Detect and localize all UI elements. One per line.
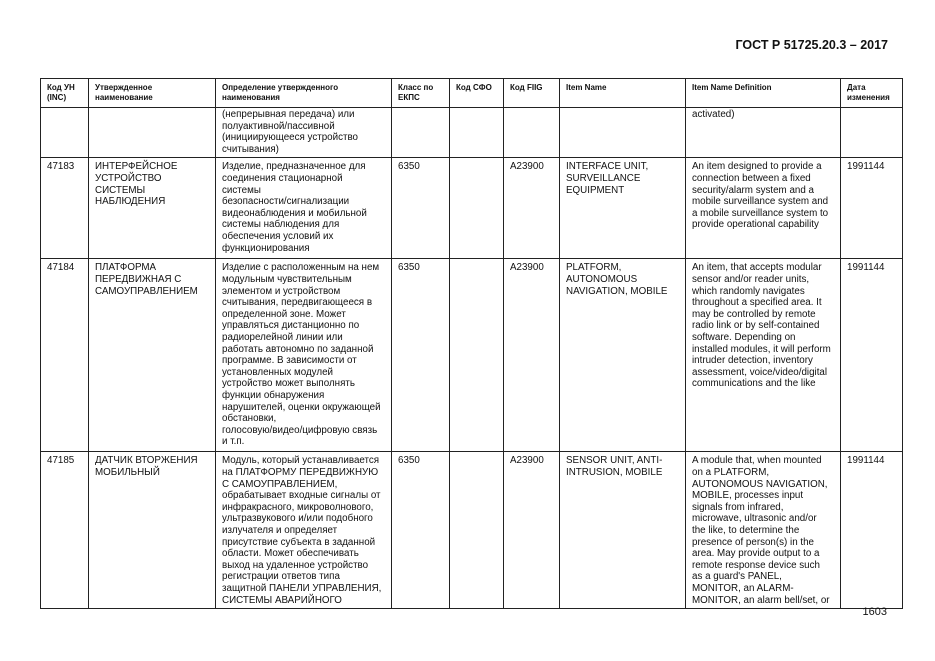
cell-ekps-class: 6350 — [392, 259, 450, 452]
document-standard-title: ГОСТ Р 51725.20.3 – 2017 — [735, 38, 888, 52]
cell-item-name-definition: A module that, when mounted on a PLATFORM, AUTONOMOUS NAVIGATION, MOBILE, processes input signals from infrared, microwave, ultrasonic and/or the like, to determine the presence of person(s) in the area. May provide output to a remote response device such as a guard's PANEL, MONITOR, an ALARM- MONITOR, an alarm bell/set, or — [686, 452, 841, 609]
classification-table — [40, 78, 903, 609]
col-header-item-name: Item Name — [560, 79, 686, 108]
cell-fiig-code — [504, 108, 560, 158]
cell-sfo-code — [450, 259, 504, 452]
cell-ekps-class: 6350 — [392, 452, 450, 609]
table-row — [41, 108, 903, 158]
cell-inc — [41, 108, 89, 158]
cell-item-name: INTERFACE UNIT, SURVEILLANCE EQUIPMENT — [560, 158, 686, 259]
cell-sfo-code — [450, 108, 504, 158]
cell-item-name-definition: An item designed to provide a connection between a fixed security/alarm system and a mobile surveillance system and a mobile surveillance system to provide operational capability — [686, 158, 841, 259]
col-header-ekps-class: Класс по ЕКПС — [392, 79, 450, 108]
col-header-fiig-code: Код FIIG — [504, 79, 560, 108]
cell-definition: Изделие с расположенным на нем модульным чувствительным элементом и устройством считывания, передвигающееся в определенной зоне. Может управляться дистанционно по радиорелейной линии или работать автономно по заданной программе. В зависимости от установленных модулей устройство может выполнять функции обнаружения нарушителей, оценки окружающей обстановки, голосовую/видео/цифровую связь и т.п. — [216, 259, 392, 452]
table-row — [41, 259, 903, 452]
col-header-approved-name: Утвержденное наименование — [89, 79, 216, 108]
cell-approved-name: ПЛАТФОРМА ПЕРЕДВИЖНАЯ С САМОУПРАВЛЕНИЕМ — [89, 259, 216, 452]
cell-sfo-code — [450, 452, 504, 609]
cell-fiig-code: A23900 — [504, 452, 560, 609]
cell-inc: 47183 — [41, 158, 89, 259]
cell-definition: (непрерывная передача) или полуактивной/пассивной (инициирующееся устройство считывания) — [216, 108, 392, 158]
cell-sfo-code — [450, 158, 504, 259]
cell-item-name: SENSOR UNIT, ANTI- INTRUSION, MOBILE — [560, 452, 686, 609]
cell-approved-name: ИНТЕРФЕЙСНОЕ УСТРОЙСТВО СИСТЕМЫ НАБЛЮДЕНИЯ — [89, 158, 216, 259]
cell-fiig-code: A23900 — [504, 259, 560, 452]
col-header-item-name-definition: Item Name Definition — [686, 79, 841, 108]
col-header-inc: Код УН (INC) — [41, 79, 89, 108]
cell-item-name-definition: activated) — [686, 108, 841, 158]
cell-definition: Изделие, предназначенное для соединения стационарной системы безопасности/сигнализации видеонаблюдения и мобильной системы наблюдения для обеспечения условий их функционирования — [216, 158, 392, 259]
col-header-date-changed: Дата изменения — [841, 79, 903, 108]
col-header-sfo-code: Код СФО — [450, 79, 504, 108]
col-header-definition: Определение утвержденного наименования — [216, 79, 392, 108]
cell-inc: 47184 — [41, 259, 89, 452]
cell-ekps-class — [392, 108, 450, 158]
cell-date-changed: 1991144 — [841, 158, 903, 259]
cell-definition: Модуль, который устанавливается на ПЛАТФОРМУ ПЕРЕДВИЖНУЮ С САМОУПРАВЛЕНИЕМ, обрабатывает входные сигналы от инфракрасного, микроволнового, ультразвукового и/или подобного излучателя и определяет присутствие субъекта в заданной области. Может обеспечивать выход на удаленное устройство регистрации ответов типа защитной ПАНЕЛИ УПРАВЛЕНИЯ, СИСТЕМЫ АВАРИЙНОГО — [216, 452, 392, 609]
cell-date-changed: 1991144 — [841, 259, 903, 452]
cell-approved-name — [89, 108, 216, 158]
cell-inc: 47185 — [41, 452, 89, 609]
page-number: 1603 — [862, 606, 887, 618]
cell-date-changed: 1991144 — [841, 452, 903, 609]
table-header-row — [41, 79, 903, 108]
cell-item-name: PLATFORM, AUTONOMOUS NAVIGATION, MOBILE — [560, 259, 686, 452]
cell-ekps-class: 6350 — [392, 158, 450, 259]
cell-item-name-definition: An item, that accepts modular sensor and/or reader units, which randomly navigates throughout a specified area. It may be controlled by remote radio link or by self-contained software. Depending on installed modules, it will perform intruder detection, inventory assessment, voice/video/digital communications and the like — [686, 259, 841, 452]
table-row — [41, 158, 903, 259]
cell-date-changed — [841, 108, 903, 158]
table-row — [41, 452, 903, 609]
cell-item-name — [560, 108, 686, 158]
cell-fiig-code: A23900 — [504, 158, 560, 259]
cell-approved-name: ДАТЧИК ВТОРЖЕНИЯ МОБИЛЬНЫЙ — [89, 452, 216, 609]
